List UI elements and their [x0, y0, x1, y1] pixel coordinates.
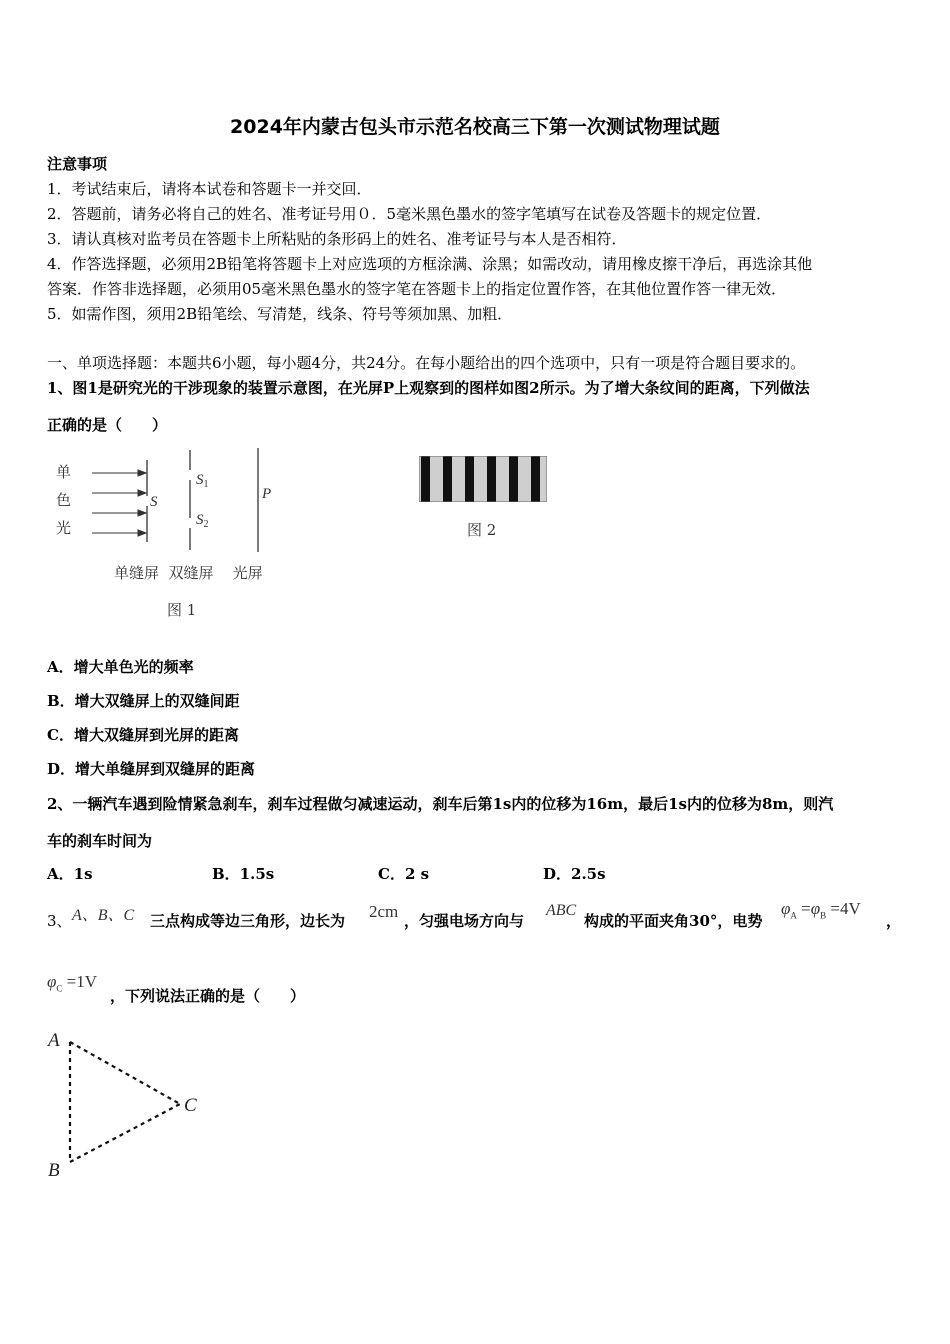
svg-text:S2: $S_2$ — [196, 512, 209, 530]
q3-text-3: 构成的平面夹角30°，电势 — [584, 912, 763, 930]
q2-option-a: A．1s — [47, 865, 93, 883]
q2-option-d: D．2.5s — [543, 865, 606, 883]
vertex-c-label: C — [184, 1095, 197, 1116]
slit-s1-label: S — [196, 472, 204, 488]
screen-p-label: P — [262, 486, 272, 502]
q3-comma: ， — [886, 912, 902, 930]
notice-item: 4．作答选择题，必须用2B铅笔将答题卡上对应选项的方框涂满、涂黑；如需改动，请用橡皮擦干净后，再选涂其他 — [47, 255, 813, 273]
light-label-char: 色 — [56, 493, 72, 509]
figure-2-fringes — [419, 456, 547, 502]
light-label-char: 光 — [56, 521, 72, 537]
q1-option-d: D．增大单缝屏到双缝屏的距离 — [47, 760, 256, 778]
q3-text-4: ，下列说法正确的是（ ） — [110, 987, 306, 1005]
triangle-figure — [40, 1022, 220, 1182]
fig1-caption: 图 1 — [167, 601, 197, 619]
notice-item: 答案．作答非选择题，必须用05毫米黑色墨水的签字笔在答题卡上的指定位置作答，在其他位置作答一律无效． — [47, 280, 787, 298]
page-title: 2024年内蒙古包头市示范名校高三下第一次测试物理试题 — [230, 116, 720, 138]
q1-stem-cont: 正确的是（ ） — [47, 416, 168, 434]
q2-option-b: B．1.5s — [212, 865, 275, 883]
notice-heading: 注意事项 — [47, 155, 108, 173]
q3-potential-ab: $\varphi_A =\varphi_B =4V$ — [781, 899, 861, 921]
q2-option-c: C．2 s — [378, 865, 430, 883]
slit-s2-label: S — [196, 512, 204, 528]
fig1-screen-labels: 单缝屏 双缝屏 光屏 — [114, 564, 263, 582]
q3-text-1: 三点构成等边三角形，边长为 — [150, 912, 346, 930]
light-label-char: 单 — [56, 465, 72, 481]
svg-text:S1: $S_1$ — [196, 472, 209, 490]
notice-item: 2．答题前，请务必将自己的姓名、准考证号用０．5毫米黑色墨水的签字笔填写在试卷及答题卡的规定位置． — [47, 205, 772, 223]
slit-s-label: S — [150, 494, 158, 510]
q3-text-2: ，匀强电场方向与 — [404, 912, 525, 930]
notice-item: 5．如需作图，须用2B铅笔绘、写清楚，线条、符号等须加黑、加粗． — [47, 305, 513, 323]
vertex-a-label: A — [48, 1030, 60, 1051]
q3-potential-c: $\varphi_C =1V$ — [47, 972, 98, 994]
fig2-caption: 图 2 — [467, 521, 497, 539]
light-arrows — [92, 470, 146, 536]
q2-stem: 2、一辆汽车遇到险情紧急刹车，刹车过程做匀减速运动，刹车后第1s内的位移为16m，最后1s内的位移为8m，则汽 — [47, 795, 834, 813]
q2-stem-cont: 车的刹车时间为 — [47, 832, 153, 850]
notice-item: 1．考试结束后，请将本试卷和答题卡一并交回． — [47, 180, 372, 198]
q3-prefix: 3、 — [47, 912, 72, 930]
q3-points: A、B、C — [72, 907, 135, 924]
q3-side: 2cm — [369, 902, 399, 921]
q1-option-c: C．增大双缝屏到光屏的距离 — [47, 726, 239, 744]
q1-option-b: B．增大双缝屏上的双缝间距 — [47, 692, 240, 710]
q3-abc: ABC — [546, 902, 577, 919]
notice-item: 3．请认真核对监考员在答题卡上所粘贴的条形码上的姓名、准考证号与本人是否相符． — [47, 230, 627, 248]
q1-option-a: A．增大单色光的频率 — [47, 658, 194, 676]
q1-stem: 1、图1是研究光的干涉现象的装置示意图，在光屏P上观察到的图样如图2所示。为了增大条纹间的距离，下列做法 — [47, 379, 810, 397]
section-heading: 一、单项选择题：本题共6小题，每小题4分，共24分。在每小题给出的四个选项中，只有一项是符合题目要求的。 — [47, 354, 806, 372]
vertex-b-label: B — [48, 1160, 60, 1181]
